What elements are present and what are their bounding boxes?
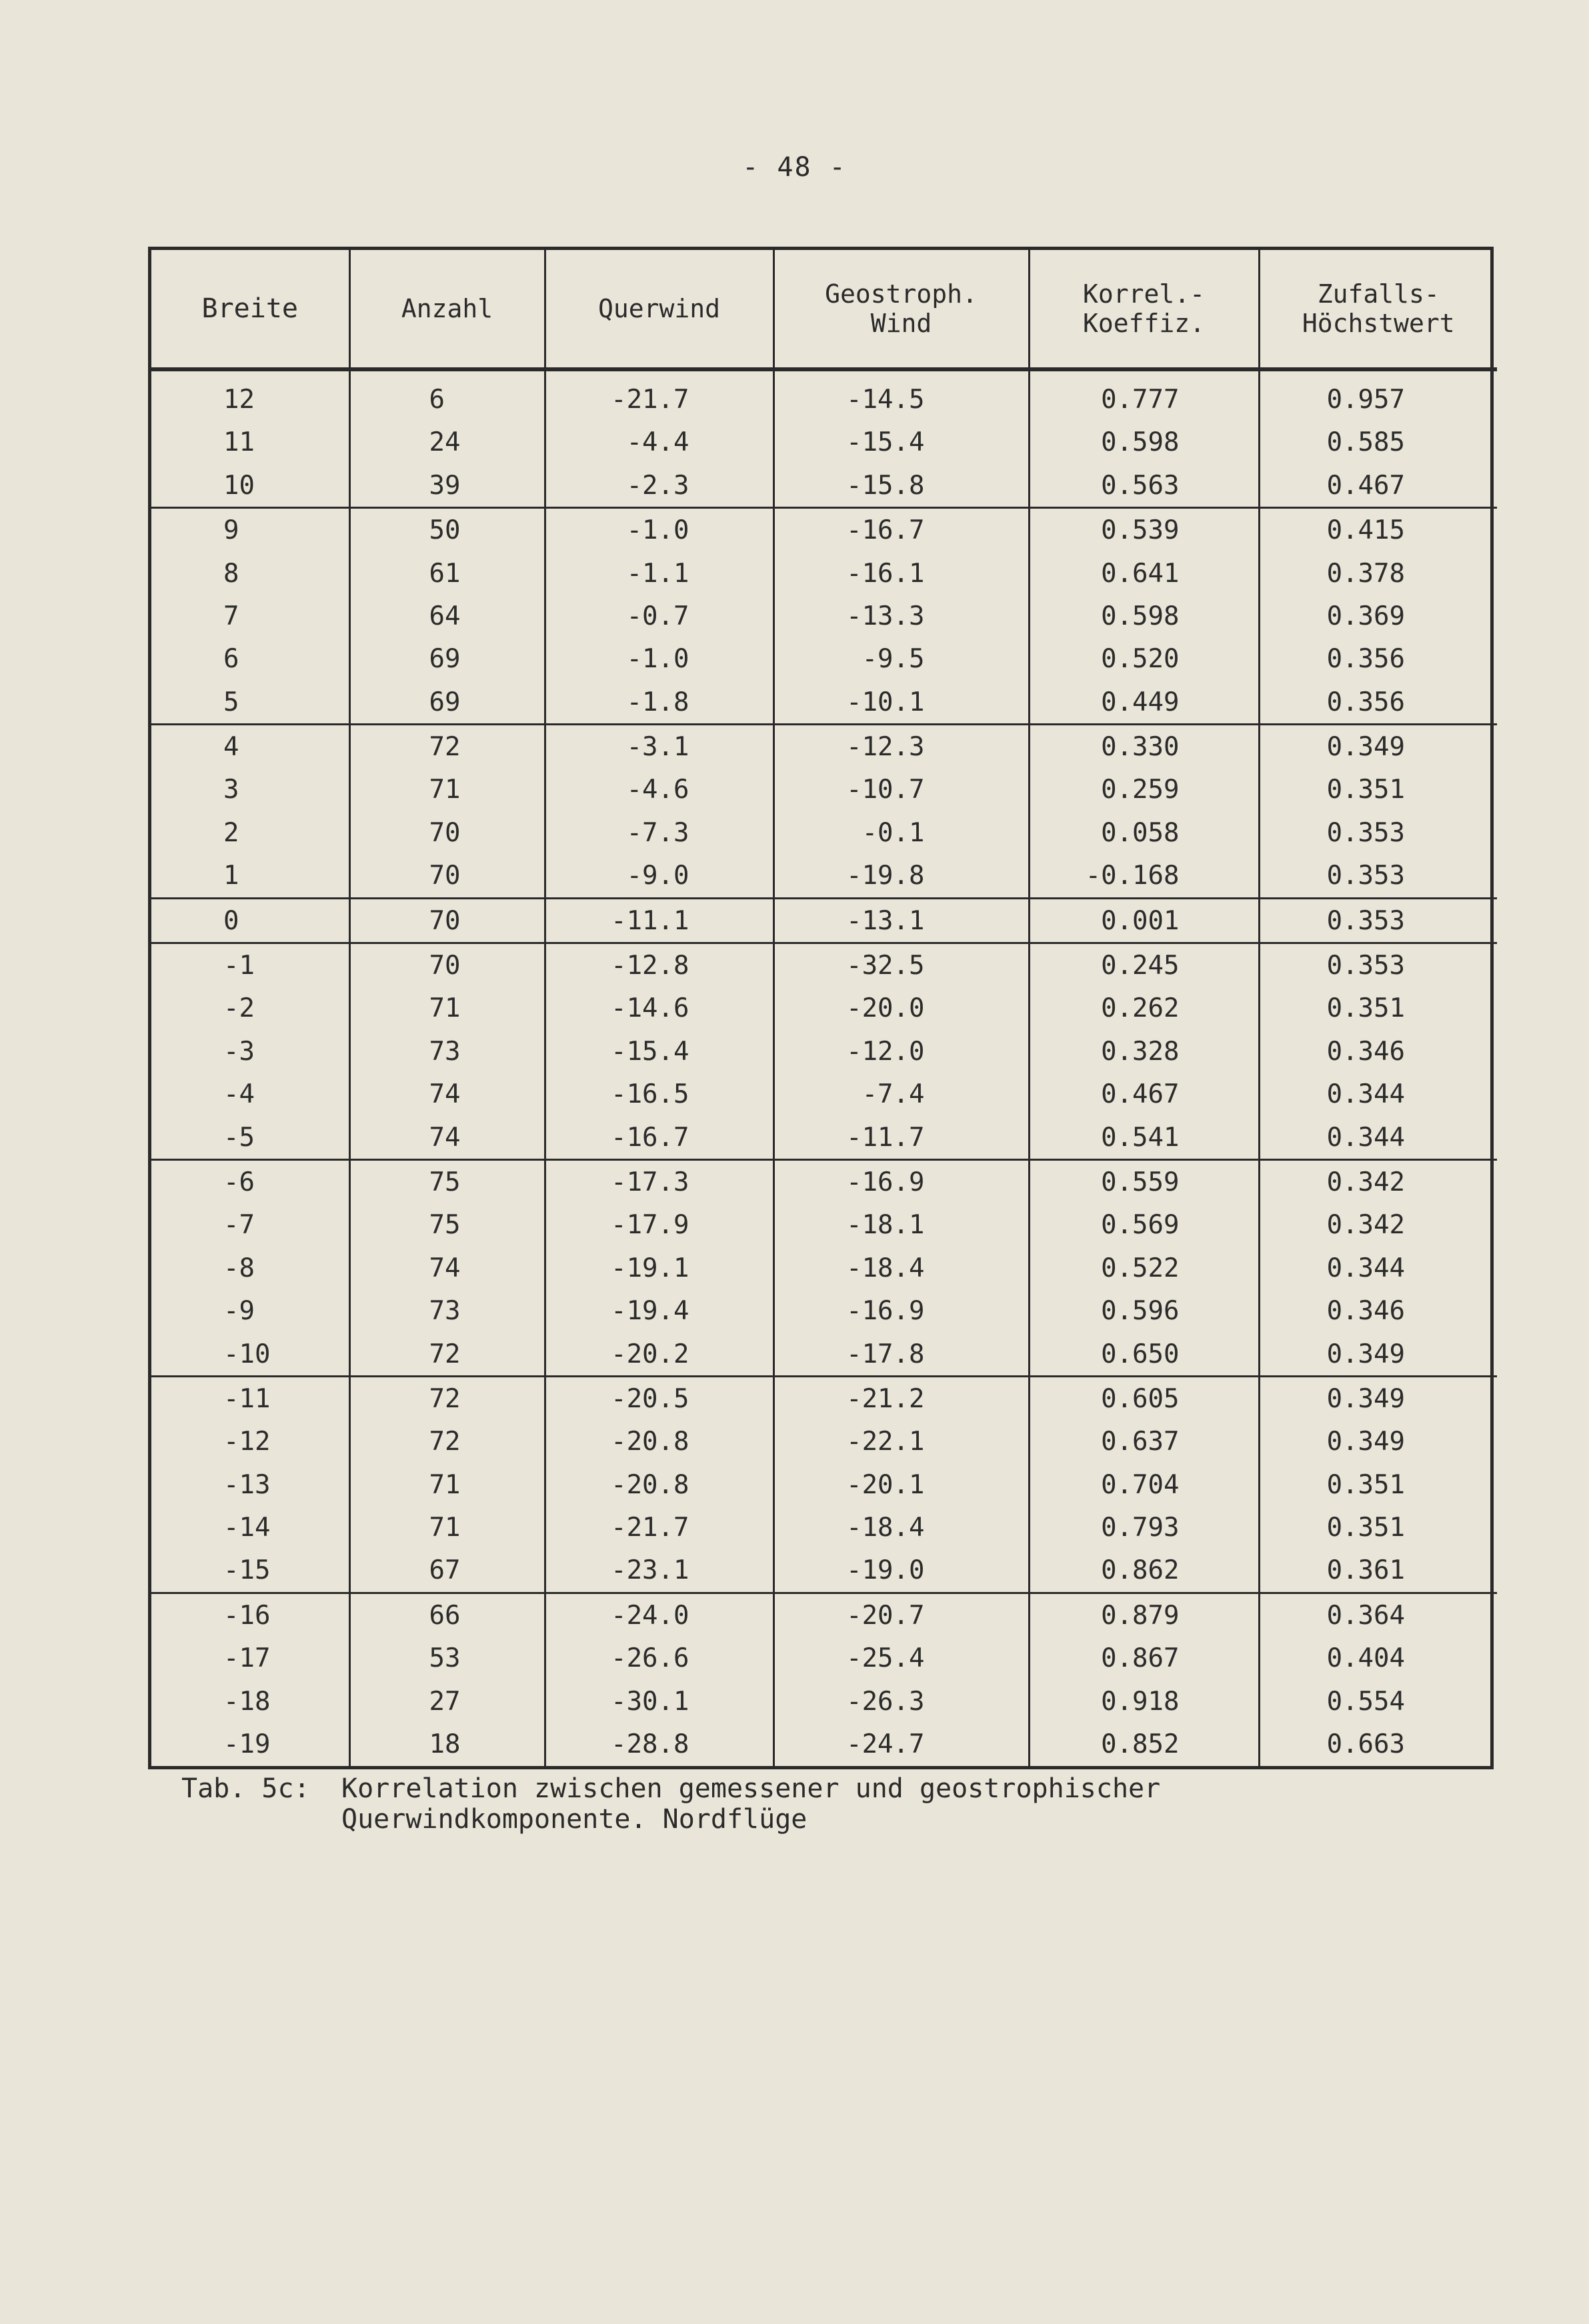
cell-geostroph-wind: -32.5 (773, 943, 1029, 987)
cell-korrel-koeffiz: 0.520 (1029, 638, 1259, 681)
cell-zufalls-hoechstwert: 0.467 (1259, 464, 1497, 508)
cell-anzahl: 75 (349, 1160, 545, 1204)
cell-breite: -16 (223, 1600, 271, 1631)
cell-zufalls-hoechstwert: 0.554 (1259, 1680, 1497, 1723)
cell-korrel-koeffiz: 0.650 (1029, 1333, 1259, 1377)
cell-korrel-koeffiz: 0.596 (1029, 1289, 1259, 1332)
cell-anzahl: 18 (349, 1723, 545, 1766)
table-row (151, 508, 1497, 552)
header-geostroph-wind (773, 250, 1029, 369)
cell-querwind: -12.8 (545, 943, 773, 987)
cell-zufalls-hoechstwert: 0.344 (1259, 1247, 1497, 1289)
cell-korrel-koeffiz: -0.168 (1029, 855, 1259, 899)
cell-querwind: -23.1 (545, 1549, 773, 1593)
table-header-row (151, 250, 1497, 369)
cell-anzahl: 69 (349, 638, 545, 681)
header-breite: Breite (151, 250, 349, 369)
table-row (151, 421, 1497, 464)
cell-anzahl: 67 (349, 1549, 545, 1593)
cell-geostroph-wind: -26.3 (773, 1680, 1029, 1723)
cell-anzahl: 27 (349, 1680, 545, 1723)
cell-zufalls-hoechstwert: 0.353 (1259, 898, 1497, 943)
cell-breite: -6 (223, 1167, 255, 1198)
table-row (151, 638, 1497, 681)
cell-querwind: -15.4 (545, 1030, 773, 1073)
cell-zufalls-hoechstwert: 0.415 (1259, 508, 1497, 552)
cell-geostroph-wind: -10.7 (773, 769, 1029, 811)
cell-querwind: -1.0 (545, 508, 773, 552)
header-korrel-line1: Korrel.- (1082, 279, 1206, 309)
cell-korrel-koeffiz: 0.598 (1029, 595, 1259, 637)
cell-korrel-koeffiz: 0.704 (1029, 1463, 1259, 1506)
cell-breite: -8 (223, 1253, 255, 1283)
cell-zufalls-hoechstwert: 0.957 (1259, 369, 1497, 421)
cell-anzahl: 73 (349, 1030, 545, 1073)
cell-korrel-koeffiz: 0.467 (1029, 1073, 1259, 1116)
caption-line2: Querwindkomponente. Nordflüge (341, 1804, 808, 1835)
cell-querwind: -16.7 (545, 1116, 773, 1160)
cell-zufalls-hoechstwert: 0.346 (1259, 1030, 1497, 1073)
cell-breite: -2 (223, 993, 255, 1024)
cell-zufalls-hoechstwert: 0.349 (1259, 1377, 1497, 1421)
table-row (151, 1333, 1497, 1377)
cell-geostroph-wind: -12.0 (773, 1030, 1029, 1073)
table-row (151, 898, 1497, 943)
cell-korrel-koeffiz: 0.259 (1029, 769, 1259, 811)
cell-breite: 1 (151, 855, 349, 899)
cell-anzahl: 71 (349, 1506, 545, 1549)
table-row (151, 769, 1497, 811)
cell-zufalls-hoechstwert: 0.351 (1259, 1463, 1497, 1506)
cell-anzahl: 64 (349, 595, 545, 637)
table-row (151, 1030, 1497, 1073)
cell-anzahl: 74 (349, 1073, 545, 1116)
cell-breite: 7 (223, 601, 239, 631)
table-row (151, 1506, 1497, 1549)
table-row (151, 1723, 1497, 1766)
cell-geostroph-wind: -14.5 (773, 369, 1029, 421)
cell-geostroph-wind: -24.7 (773, 1723, 1029, 1766)
cell-zufalls-hoechstwert: 0.344 (1259, 1073, 1497, 1116)
cell-breite: -1 (223, 951, 255, 981)
cell-anzahl: 69 (349, 681, 545, 725)
table-row (151, 855, 1497, 899)
table-row (151, 1680, 1497, 1723)
cell-querwind: -4.4 (545, 421, 773, 464)
table-row (151, 1549, 1497, 1593)
cell-breite: -12 (223, 1427, 271, 1457)
table-row (151, 1289, 1497, 1332)
cell-geostroph-wind: -0.1 (773, 811, 1029, 854)
cell-zufalls-hoechstwert: 0.404 (1259, 1637, 1497, 1680)
table-row (151, 987, 1497, 1030)
cell-zufalls-hoechstwert: 0.361 (1259, 1549, 1497, 1593)
cell-korrel-koeffiz: 0.793 (1029, 1506, 1259, 1549)
cell-anzahl: 70 (349, 855, 545, 899)
cell-geostroph-wind: -19.8 (773, 855, 1029, 899)
cell-geostroph-wind: -16.9 (773, 1289, 1029, 1332)
cell-geostroph-wind: -12.3 (773, 725, 1029, 769)
cell-korrel-koeffiz: 0.245 (1029, 943, 1259, 987)
cell-anzahl: 71 (349, 987, 545, 1030)
cell-querwind: -24.0 (545, 1593, 773, 1637)
cell-querwind: -20.5 (545, 1377, 773, 1421)
cell-querwind: -1.0 (545, 638, 773, 681)
cell-querwind: -28.8 (545, 1723, 773, 1766)
cell-breite: 0 (151, 898, 349, 943)
cell-querwind: -21.7 (545, 1506, 773, 1549)
cell-korrel-koeffiz: 0.641 (1029, 552, 1259, 595)
cell-breite: -10 (151, 1333, 349, 1377)
header-querwind: Querwind (545, 250, 773, 369)
cell-zufalls-hoechstwert: 0.349 (1259, 1421, 1497, 1463)
cell-anzahl: 74 (349, 1247, 545, 1289)
table-row (151, 1116, 1497, 1160)
cell-breite: 10 (151, 464, 349, 508)
cell-zufalls-hoechstwert: 0.353 (1259, 943, 1497, 987)
cell-breite: 4 (223, 732, 239, 763)
table-row (151, 1593, 1497, 1637)
cell-geostroph-wind: -13.3 (773, 595, 1029, 637)
cell-zufalls-hoechstwert: 0.356 (1259, 681, 1497, 725)
cell-breite: -11 (223, 1383, 271, 1414)
cell-korrel-koeffiz: 0.328 (1029, 1030, 1259, 1073)
correlation-table-frame (148, 247, 1494, 1769)
cell-geostroph-wind: -18.4 (773, 1247, 1029, 1289)
header-zufalls-line2: Höchstwert (1302, 309, 1455, 338)
cell-korrel-koeffiz: 0.637 (1029, 1421, 1259, 1463)
cell-querwind: -14.6 (545, 987, 773, 1030)
table-row (151, 1073, 1497, 1116)
cell-querwind: -30.1 (545, 1680, 773, 1723)
cell-zufalls-hoechstwert: 0.342 (1259, 1160, 1497, 1204)
cell-korrel-koeffiz: 0.539 (1029, 508, 1259, 552)
table-row (151, 1637, 1497, 1680)
cell-zufalls-hoechstwert: 0.378 (1259, 552, 1497, 595)
cell-anzahl: 50 (349, 508, 545, 552)
cell-anzahl: 75 (349, 1204, 545, 1247)
cell-zufalls-hoechstwert: 0.349 (1259, 1333, 1497, 1377)
cell-zufalls-hoechstwert: 0.364 (1259, 1593, 1497, 1637)
cell-querwind: -26.6 (545, 1637, 773, 1680)
table-row (151, 811, 1497, 854)
page-number: - 48 - (742, 152, 847, 183)
correlation-table (151, 250, 1497, 1766)
cell-querwind: -19.1 (545, 1247, 773, 1289)
cell-breite: 5 (151, 681, 349, 725)
cell-geostroph-wind: -16.1 (773, 552, 1029, 595)
header-zufalls-line1: Zufalls- (1317, 279, 1440, 309)
table-body (151, 369, 1497, 1766)
cell-anzahl: 70 (349, 898, 545, 943)
cell-anzahl: 66 (349, 1593, 545, 1637)
cell-zufalls-hoechstwert: 0.351 (1259, 1506, 1497, 1549)
cell-breite: -9 (223, 1296, 255, 1327)
cell-geostroph-wind: -20.7 (773, 1593, 1029, 1637)
cell-anzahl: 72 (349, 1421, 545, 1463)
cell-korrel-koeffiz: 0.001 (1029, 898, 1259, 943)
header-anzahl: Anzahl (349, 250, 545, 369)
cell-querwind: -7.3 (545, 811, 773, 854)
cell-zufalls-hoechstwert: 0.353 (1259, 855, 1497, 899)
table-row (151, 369, 1497, 421)
cell-breite: -4 (223, 1079, 255, 1110)
cell-breite: 12 (223, 384, 255, 415)
cell-geostroph-wind: -15.4 (773, 421, 1029, 464)
cell-korrel-koeffiz: 0.879 (1029, 1593, 1259, 1637)
cell-geostroph-wind: -21.2 (773, 1377, 1029, 1421)
cell-zufalls-hoechstwert: 0.351 (1259, 987, 1497, 1030)
cell-korrel-koeffiz: 0.598 (1029, 421, 1259, 464)
cell-querwind: -20.8 (545, 1421, 773, 1463)
cell-geostroph-wind: -19.0 (773, 1549, 1029, 1593)
cell-geostroph-wind: -22.1 (773, 1421, 1029, 1463)
cell-querwind: -1.8 (545, 681, 773, 725)
cell-korrel-koeffiz: 0.918 (1029, 1680, 1259, 1723)
cell-korrel-koeffiz: 0.522 (1029, 1247, 1259, 1289)
cell-querwind: -0.7 (545, 595, 773, 637)
cell-anzahl: 70 (349, 943, 545, 987)
cell-geostroph-wind: -15.8 (773, 464, 1029, 508)
cell-zufalls-hoechstwert: 0.346 (1259, 1289, 1497, 1332)
cell-korrel-koeffiz: 0.852 (1029, 1723, 1259, 1766)
caption-label: Tab. 5c: (181, 1773, 310, 1804)
cell-anzahl: 71 (349, 769, 545, 811)
cell-korrel-koeffiz: 0.262 (1029, 987, 1259, 1030)
cell-zufalls-hoechstwert: 0.369 (1259, 595, 1497, 637)
cell-anzahl: 72 (349, 1333, 545, 1377)
cell-korrel-koeffiz: 0.605 (1029, 1377, 1259, 1421)
cell-querwind: -21.7 (545, 369, 773, 421)
cell-geostroph-wind: -9.5 (773, 638, 1029, 681)
cell-geostroph-wind: -7.4 (773, 1073, 1029, 1116)
table-row (151, 725, 1497, 769)
cell-geostroph-wind: -17.8 (773, 1333, 1029, 1377)
cell-zufalls-hoechstwert: 0.585 (1259, 421, 1497, 464)
cell-anzahl: 74 (349, 1116, 545, 1160)
cell-breite: -19 (223, 1729, 271, 1760)
cell-breite: -7 (223, 1210, 255, 1241)
cell-geostroph-wind: -13.1 (773, 898, 1029, 943)
table-caption (181, 1773, 1160, 1835)
cell-geostroph-wind: -18.4 (773, 1506, 1029, 1549)
cell-anzahl: 24 (349, 421, 545, 464)
cell-breite: 2 (223, 817, 239, 848)
cell-geostroph-wind: -20.1 (773, 1463, 1029, 1506)
cell-zufalls-hoechstwert: 0.349 (1259, 725, 1497, 769)
cell-anzahl: 6 (349, 369, 545, 421)
table-row (151, 1421, 1497, 1463)
cell-breite: 9 (223, 515, 239, 546)
cell-korrel-koeffiz: 0.330 (1029, 725, 1259, 769)
table-row (151, 595, 1497, 637)
cell-korrel-koeffiz: 0.777 (1029, 369, 1259, 421)
cell-zufalls-hoechstwert: 0.663 (1259, 1723, 1497, 1766)
cell-korrel-koeffiz: 0.449 (1029, 681, 1259, 725)
cell-zufalls-hoechstwert: 0.356 (1259, 638, 1497, 681)
cell-geostroph-wind: -25.4 (773, 1637, 1029, 1680)
cell-korrel-koeffiz: 0.569 (1029, 1204, 1259, 1247)
cell-querwind: -20.2 (545, 1333, 773, 1377)
cell-breite: -15 (151, 1549, 349, 1593)
cell-zufalls-hoechstwert: 0.351 (1259, 769, 1497, 811)
cell-geostroph-wind: -18.1 (773, 1204, 1029, 1247)
table-row (151, 464, 1497, 508)
table-row (151, 1247, 1497, 1289)
cell-querwind: -9.0 (545, 855, 773, 899)
cell-breite: -17 (223, 1643, 271, 1674)
cell-querwind: -11.1 (545, 898, 773, 943)
cell-anzahl: 53 (349, 1637, 545, 1680)
cell-querwind: -3.1 (545, 725, 773, 769)
cell-querwind: -1.1 (545, 552, 773, 595)
cell-breite: -18 (223, 1686, 271, 1717)
table-row (151, 552, 1497, 595)
cell-geostroph-wind: -16.7 (773, 508, 1029, 552)
cell-anzahl: 61 (349, 552, 545, 595)
caption-line1: Korrelation zwischen gemessener und geostrophischer (341, 1773, 1161, 1804)
cell-breite: 11 (223, 427, 255, 458)
cell-breite: -14 (223, 1513, 271, 1543)
cell-querwind: -4.6 (545, 769, 773, 811)
table-row (151, 681, 1497, 725)
cell-zufalls-hoechstwert: 0.353 (1259, 811, 1497, 854)
cell-breite: 3 (223, 775, 239, 805)
header-geostroph-line1: Geostroph. (825, 279, 978, 309)
cell-korrel-koeffiz: 0.058 (1029, 811, 1259, 854)
cell-korrel-koeffiz: 0.867 (1029, 1637, 1259, 1680)
cell-querwind: -2.3 (545, 464, 773, 508)
cell-geostroph-wind: -16.9 (773, 1160, 1029, 1204)
cell-korrel-koeffiz: 0.563 (1029, 464, 1259, 508)
header-geostroph-line2: Wind (870, 309, 932, 338)
cell-breite: 8 (223, 558, 239, 589)
table-row (151, 1377, 1497, 1421)
cell-breite: -5 (151, 1116, 349, 1160)
cell-korrel-koeffiz: 0.862 (1029, 1549, 1259, 1593)
cell-querwind: -16.5 (545, 1073, 773, 1116)
cell-geostroph-wind: -11.7 (773, 1116, 1029, 1160)
cell-geostroph-wind: -10.1 (773, 681, 1029, 725)
cell-anzahl: 71 (349, 1463, 545, 1506)
cell-querwind: -17.9 (545, 1204, 773, 1247)
cell-anzahl: 72 (349, 1377, 545, 1421)
table-row (151, 1463, 1497, 1506)
cell-querwind: -17.3 (545, 1160, 773, 1204)
cell-zufalls-hoechstwert: 0.342 (1259, 1204, 1497, 1247)
table-row (151, 1160, 1497, 1204)
cell-anzahl: 73 (349, 1289, 545, 1332)
header-korrel-koeffiz (1029, 250, 1259, 369)
cell-korrel-koeffiz: 0.559 (1029, 1160, 1259, 1204)
cell-korrel-koeffiz: 0.541 (1029, 1116, 1259, 1160)
cell-breite: -3 (223, 1036, 255, 1067)
cell-anzahl: 39 (349, 464, 545, 508)
cell-querwind: -19.4 (545, 1289, 773, 1332)
cell-breite: -13 (223, 1469, 271, 1500)
header-zufalls-hoechstwert (1259, 250, 1497, 369)
cell-querwind: -20.8 (545, 1463, 773, 1506)
cell-anzahl: 70 (349, 811, 545, 854)
table-row (151, 1204, 1497, 1247)
header-korrel-line2: Koeffiz. (1082, 309, 1206, 338)
cell-anzahl: 72 (349, 725, 545, 769)
table-row (151, 943, 1497, 987)
cell-zufalls-hoechstwert: 0.344 (1259, 1116, 1497, 1160)
cell-geostroph-wind: -20.0 (773, 987, 1029, 1030)
cell-breite: 6 (223, 644, 239, 675)
